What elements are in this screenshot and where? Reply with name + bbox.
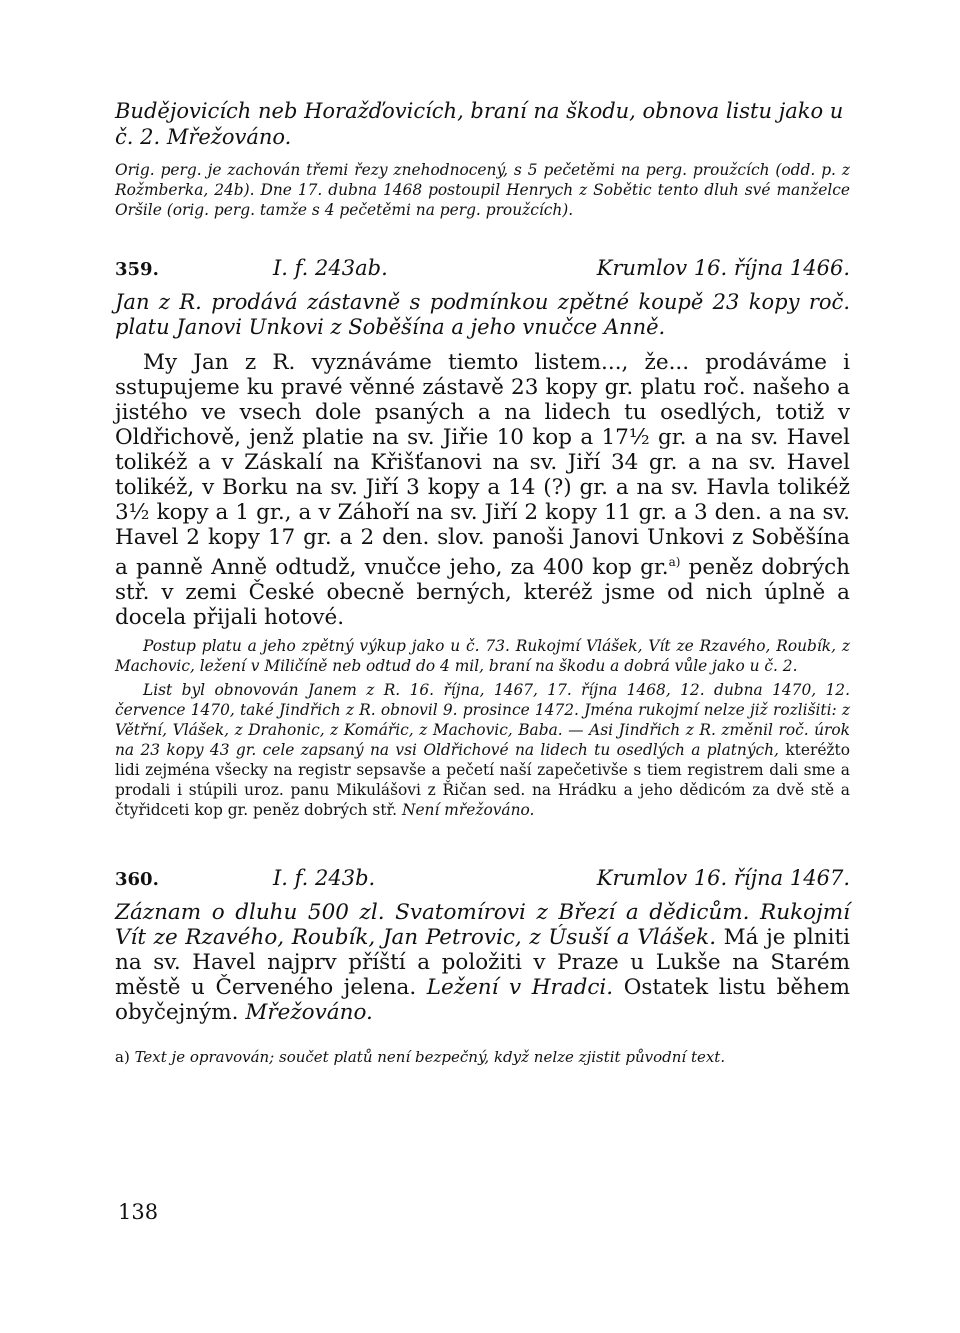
entry-summary: Jan z R. prodává zástavně s podmínkou zpětné koupě 23 kopy roč. platu Janovi Unkovi z Soběšína a jeho vnučce Anně. (115, 290, 850, 339)
entry-360-body-2: Ostatek listu během obyčejným. (115, 975, 851, 1026)
entry-number: 359. (115, 259, 159, 280)
entry-body-tail: peněz dobrých stř. v zemi České obecně berných, kteréž jsme od nich úplně a docela přijali hotové. (115, 555, 850, 631)
footnote-text: Text je opravován; součet platů není bezpečný, když nelze zjistit původní text. (134, 1048, 726, 1067)
footnote-marker: a) (668, 555, 681, 569)
entry-note-2-end: Není mřežováno. (401, 801, 535, 820)
footnote-mark: a) (115, 1048, 130, 1067)
page-content (115, 98, 850, 1067)
entry-note-2-italic: List byl obnovován Janem z R. 16. října, 1467, 17. října 1468, 12. dubna 1470, 12. července 1470, také Jindřich z R. obnovil 9. prosince 1472. Jména rukojmí nelze již rozlišiti: z Větřní, Vlášek, z Drahonic, z Komářic, z Machovic, Baba. — Asi Jindřich z R. změnil roč. úrok na 23 kopy 43 gr. cele zapsaný na vsi Oldřichové na lidech tu osedlých a platných, (115, 681, 850, 760)
continuation-note: Orig. perg. je zachován třemi řezy znehodnocený, s 5 pečetěmi na perg. proužcích (odd. p. z Rožmberka, 24b). Dne 17. dubna 1468 postoupil Henrych z Sobětic tento dluh své manželce Oršile (orig. perg. tamže s 4 pečetěmi na perg. proužcích). (115, 161, 850, 219)
entry-360-mrezovano: Mřežováno. (245, 1000, 373, 1026)
entry-date: Krumlov 16. října 1467. (596, 866, 850, 891)
entry-reference: I. f. 243ab. (273, 256, 388, 280)
entry-note-2 (115, 680, 850, 820)
footnote (115, 1047, 850, 1067)
entry-body-text: My Jan z R. vyznáváme tiemto listem..., že... prodáváme i sstupujeme ku pravé věnné zástavě 23 kopy gr. platu roč. našeho a jistého ve vsech dole psaných a na lidech tu osedlých, totiž v Oldřichově, jenž platie na sv. Jiřie 10 kop a 17½ gr. a na sv. Havel tolikéž a v Záskalí na Křišťanovi na sv. Jiří 34 gr. a na sv. Havel tolikéž, v Borku na sv. Jiří 3 kopy a 14 (?) gr. a na sv. Havla tolikéž 3½ kopy a 1 gr., a v Záhoří na sv. Jiří 2 kopy 11 gr. a 3 den. a na sv. Havel 2 kopy 17 gr. a 2 den. slov. panoši Janovi Unkovi z Soběšína a panně Anně odtudž, vnučce jeho, za 400 kop gr. (115, 350, 850, 581)
entry-body (115, 350, 850, 630)
entry-header-360 (115, 866, 850, 890)
entry-360-body: Má je plniti na sv. Havel najprv příští a položiti v Praze u Lukše na Starém městě u Červeného jelena. (115, 925, 850, 1001)
entry-number: 360. (115, 869, 159, 891)
entry-note-2-quote: kteréžto lidi zejména všecky na registr sepsavše a pečetí naší zapečetivše s tiem registrem dali sme a prodali i stúpili uroz. panu Mikulášovi z Řičan sed. na Hrádku a jeho dědicóm za dvě stě a čtyřidceti kop gr. peněz dobrých stř. (115, 741, 850, 820)
entry-header-359 (115, 256, 850, 280)
entry-reference: I. f. 243b. (273, 866, 376, 891)
continuation-lead: Budějovicích neb Horažďovicích, braní na škodu, obnova listu jako u č. 2. Mřežováno. (115, 99, 844, 149)
entry-360-place: Ležení v Hradci. (426, 975, 614, 1001)
entry-360-summary: Záznam o dluhu 500 zl. Svatomírovi z Březí a dědicům. Rukojmí Vít ze Rzavého, Roubík, Jan Petrovic, z Úsuší a Vlášek. (115, 900, 850, 951)
entry-date: Krumlov 16. října 1466. (596, 256, 850, 280)
entry-360-text (115, 900, 850, 1025)
page-number: 138 (118, 1200, 159, 1224)
entry-note-1: Postup platu a jeho zpětný výkup jako u č. 73. Rukojmí Vlášek, Vít ze Rzavého, Roubík, z Machovic, ležení v Miličíně neb odtud do 4 mil, braní na škodu a dobrá vůle jako u č. 2. (115, 637, 850, 676)
